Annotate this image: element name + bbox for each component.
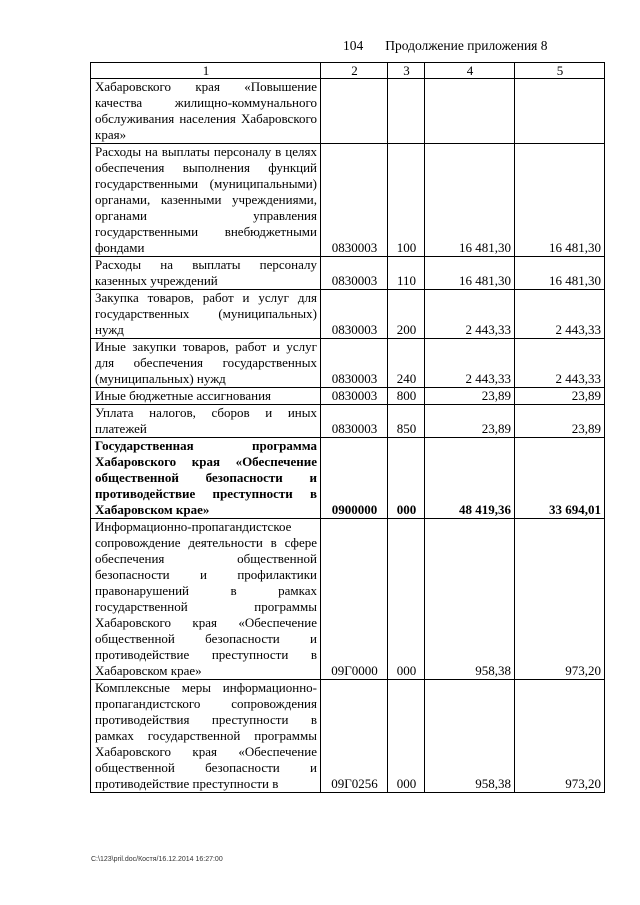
row-type: 240	[388, 339, 425, 388]
row-value-2: 16 481,30	[515, 257, 605, 290]
table-row	[91, 405, 605, 438]
page-header	[343, 38, 548, 54]
table-row	[91, 519, 605, 680]
row-value-1: 16 481,30	[425, 144, 515, 257]
row-name: Комплексные меры информационно-пропагандистского сопровождения противодействия преступности в рамках государственной программы Хабаровского края «Обеспечение общественной безопасности и противодействие преступности в	[91, 680, 321, 793]
row-name: Хабаровского края «Повышение качества жилищно-коммунального обслуживания населения Хабаровского края»	[91, 79, 321, 144]
row-name: Расходы на выплаты персоналу казенных учреждений	[91, 257, 321, 290]
table-header-row	[91, 63, 605, 79]
row-type: 200	[388, 290, 425, 339]
row-type	[388, 79, 425, 144]
row-value-2	[515, 79, 605, 144]
row-type: 000	[388, 680, 425, 793]
column-header: 3	[388, 63, 425, 79]
table-row	[91, 79, 605, 144]
row-name: Закупка товаров, работ и услуг для государственных (муниципальных) нужд	[91, 290, 321, 339]
row-value-1: 958,38	[425, 680, 515, 793]
table-row	[91, 388, 605, 405]
row-value-2: 23,89	[515, 388, 605, 405]
row-type: 000	[388, 519, 425, 680]
row-value-1: 2 443,33	[425, 290, 515, 339]
row-type: 800	[388, 388, 425, 405]
table-row	[91, 339, 605, 388]
row-value-1: 23,89	[425, 388, 515, 405]
row-value-1	[425, 79, 515, 144]
row-code: 09Г0000	[321, 519, 388, 680]
row-name: Государственная программа Хабаровского края «Обеспечение общественной безопасности и противодействие преступности в Хабаровском крае»	[91, 438, 321, 519]
row-value-1: 48 419,36	[425, 438, 515, 519]
column-header: 1	[91, 63, 321, 79]
row-code: 0900000	[321, 438, 388, 519]
row-name: Расходы на выплаты персоналу в целях обеспечения выполнения функций государственными (муниципальными) органами, казенными учреждениями, органами управления государственными внебюджетными фондами	[91, 144, 321, 257]
column-header: 5	[515, 63, 605, 79]
row-code: 0830003	[321, 405, 388, 438]
row-code: 0830003	[321, 339, 388, 388]
row-name: Уплата налогов, сборов и иных платежей	[91, 405, 321, 438]
row-code: 09Г0256	[321, 680, 388, 793]
table-row	[91, 290, 605, 339]
row-value-1: 958,38	[425, 519, 515, 680]
row-value-2: 33 694,01	[515, 438, 605, 519]
budget-table	[90, 62, 605, 793]
row-type: 850	[388, 405, 425, 438]
document-footer-path: C:\123\pril.doc/Костя/16.12.2014 16:27:00	[91, 856, 223, 863]
column-header: 2	[321, 63, 388, 79]
row-code: 0830003	[321, 388, 388, 405]
row-name: Иные бюджетные ассигнования	[91, 388, 321, 405]
row-value-1: 2 443,33	[425, 339, 515, 388]
table-row	[91, 144, 605, 257]
page-number: 104	[343, 38, 364, 53]
row-value-2: 2 443,33	[515, 339, 605, 388]
row-type: 110	[388, 257, 425, 290]
row-value-2: 23,89	[515, 405, 605, 438]
row-code: 0830003	[321, 290, 388, 339]
column-header: 4	[425, 63, 515, 79]
row-code	[321, 79, 388, 144]
row-code: 0830003	[321, 144, 388, 257]
row-value-1: 23,89	[425, 405, 515, 438]
row-value-2: 973,20	[515, 519, 605, 680]
row-name: Иные закупки товаров, работ и услуг для обеспечения государственных (муниципальных) нужд	[91, 339, 321, 388]
row-type: 100	[388, 144, 425, 257]
table-row-program	[91, 438, 605, 519]
table-row	[91, 680, 605, 793]
row-code: 0830003	[321, 257, 388, 290]
row-value-2: 16 481,30	[515, 144, 605, 257]
row-value-2: 2 443,33	[515, 290, 605, 339]
row-name: Информационно-пропагандистское сопровождение деятельности в сфере обеспечения общественной безопасности и профилактики правонарушений в рамках государственной программы Хабаровского края «Обеспечение общественной безопасности и противодействие преступности в Хабаровском крае»	[91, 519, 321, 680]
row-type: 000	[388, 438, 425, 519]
table-row	[91, 257, 605, 290]
row-value-1: 16 481,30	[425, 257, 515, 290]
page-header-title: Продолжение приложения 8	[385, 38, 548, 53]
row-value-2: 973,20	[515, 680, 605, 793]
